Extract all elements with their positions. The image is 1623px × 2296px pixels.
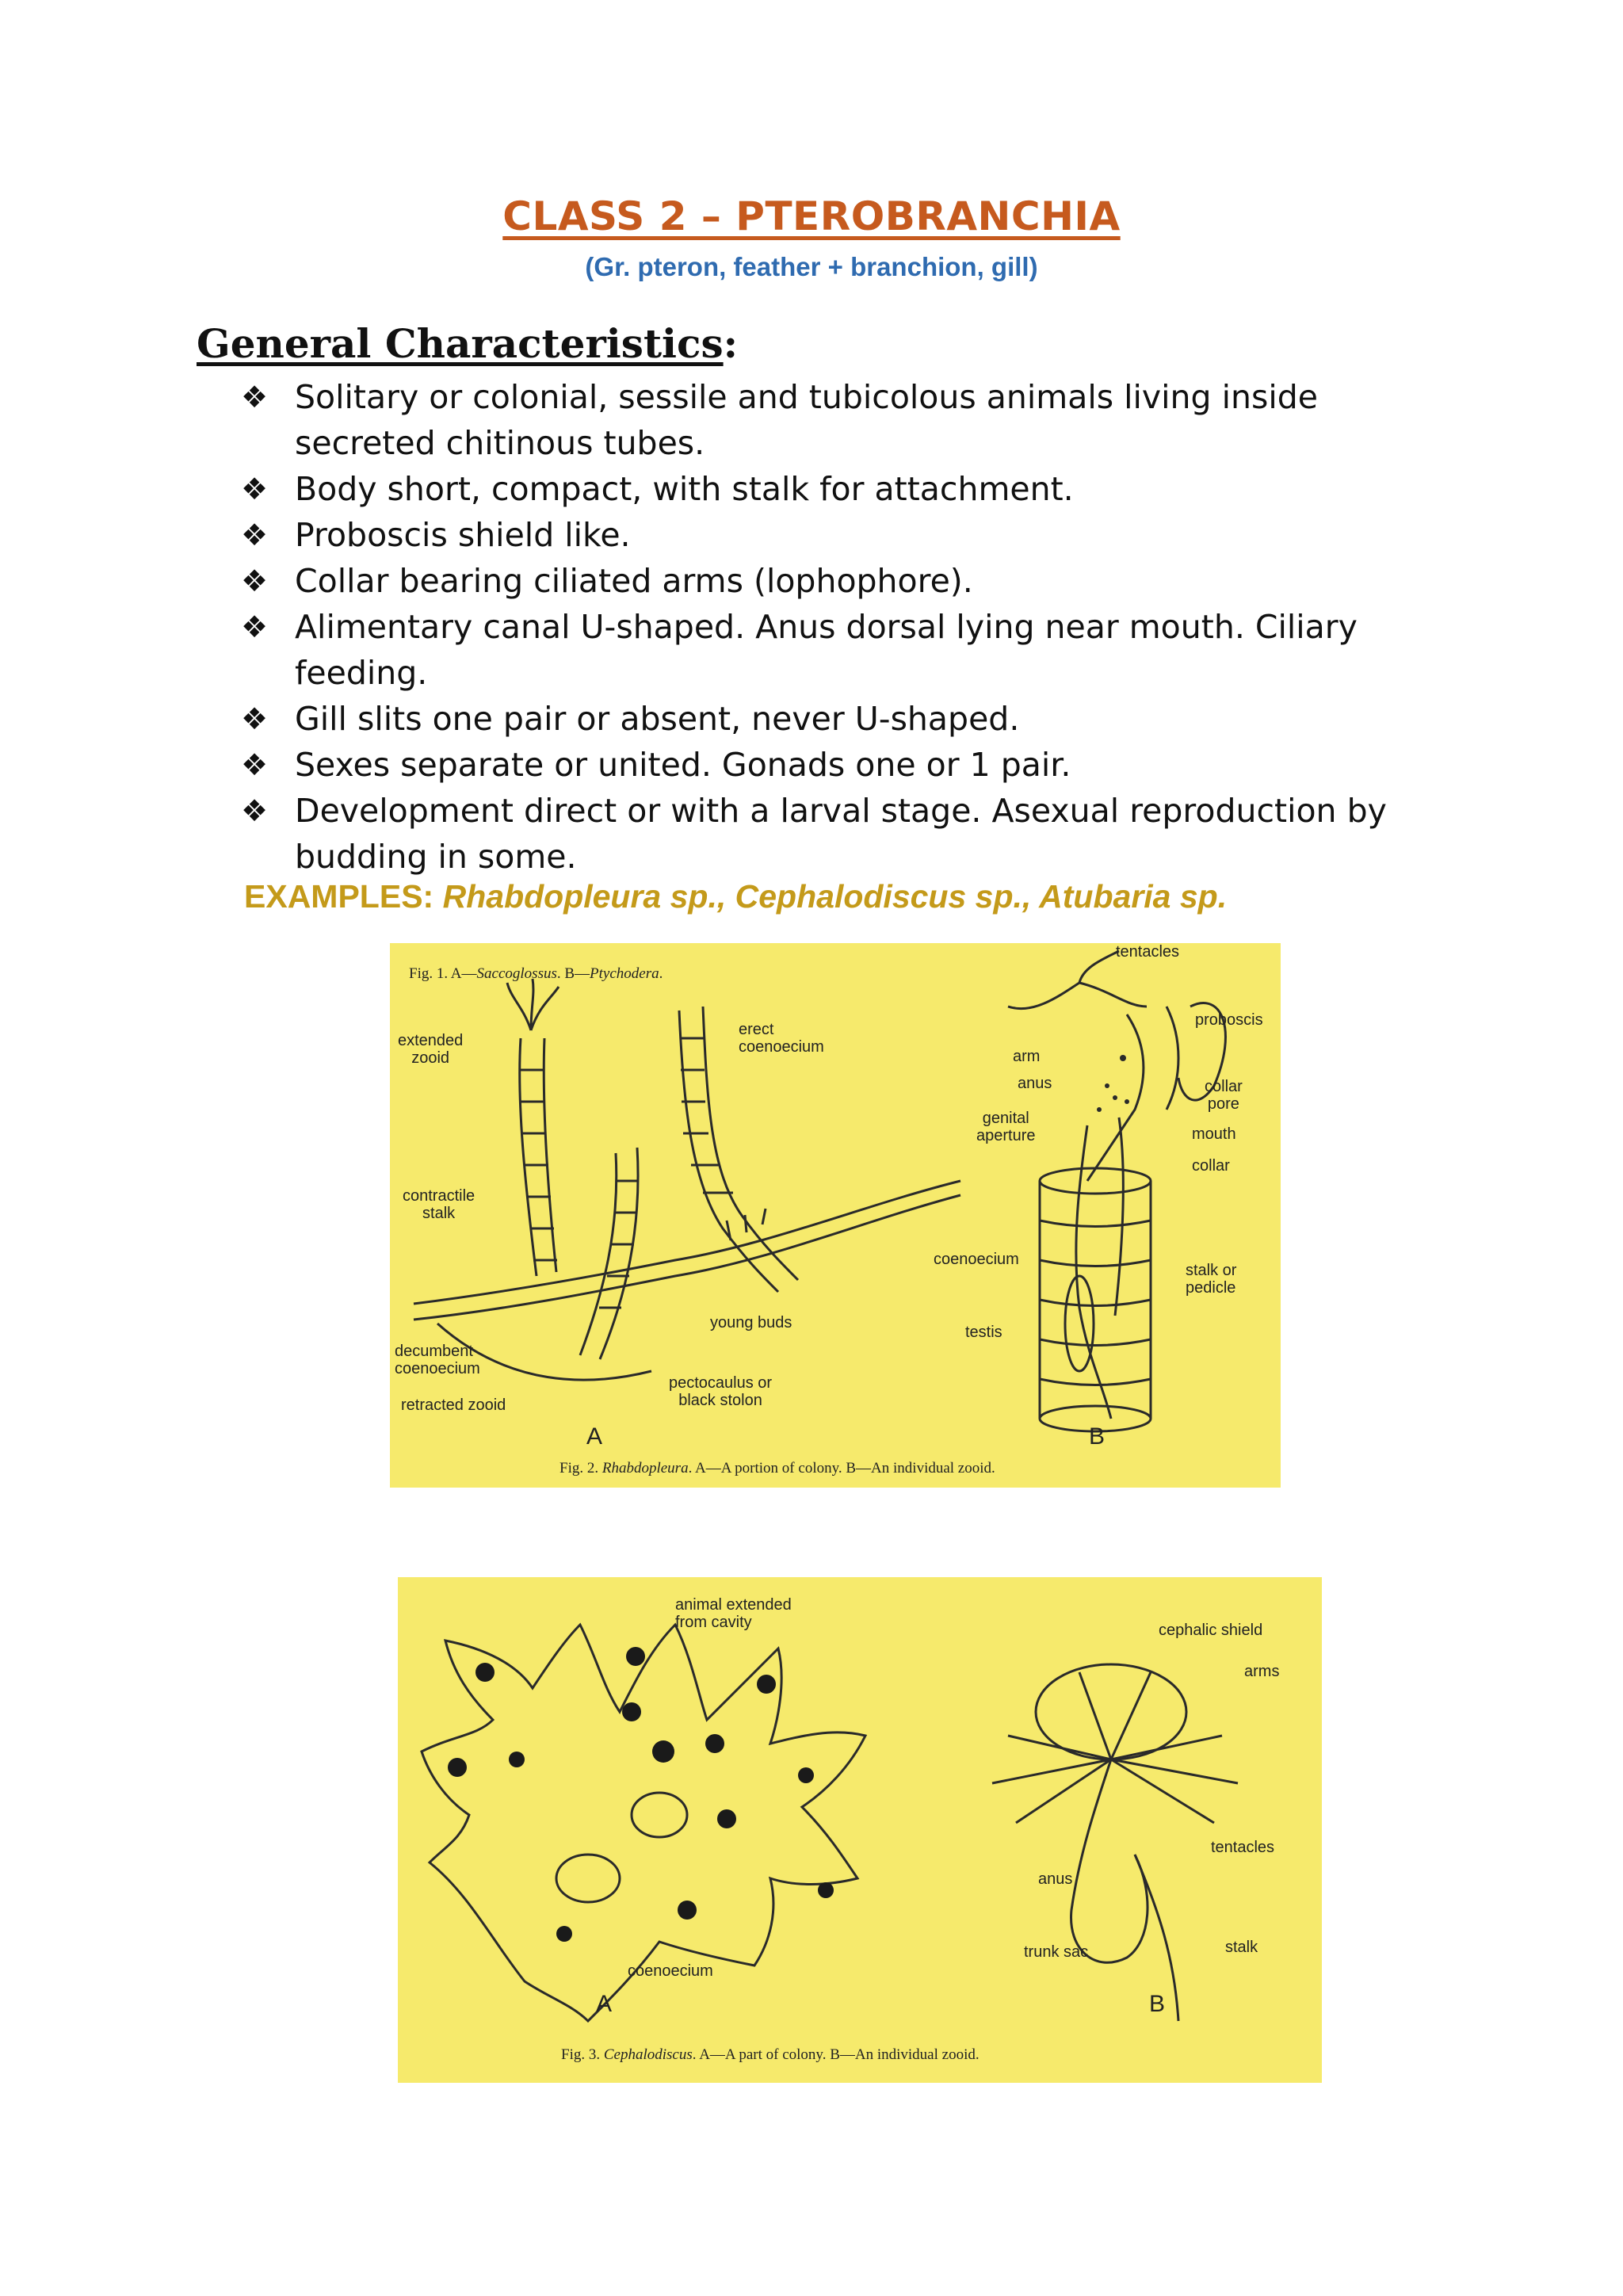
label-trunk-sac: trunk sac: [1024, 1943, 1089, 1961]
label-arms: arms: [1244, 1663, 1280, 1680]
list-item: [241, 512, 1461, 558]
label-extended-zooid: extended zooid: [398, 1032, 464, 1067]
panel-a-label: A: [596, 1991, 613, 2017]
list-item-text: Development direct or with a larval stage. Asexual reproduction by budding in some.: [295, 792, 1387, 876]
panel-b-label: B: [1149, 1991, 1166, 2017]
list-item-text: Body short, compact, with stalk for attachment.: [295, 470, 1074, 508]
heading-text: General Characteristics: [197, 320, 724, 367]
figure2-caption: Fig. 2. Rhabdopleura. A—A portion of colony. B—An individual zooid.: [559, 1460, 995, 1477]
list-item: [241, 374, 1461, 466]
figure1-top-caption: Fig. 1. A—Saccoglossus. B—Ptychodera.: [409, 965, 663, 982]
etymology-subtitle: (Gr. pteron, feather + branchion, gill): [585, 252, 1038, 281]
label-cephalic-shield: cephalic shield: [1159, 1622, 1263, 1639]
label-testis: testis: [965, 1324, 1002, 1341]
diamond-bullet-icon: ❖: [241, 563, 269, 598]
list-item: [241, 742, 1461, 788]
label-erect-coenoecium: erect coenoecium: [739, 1021, 824, 1056]
list-item: [241, 466, 1461, 512]
list-item-text: Collar bearing ciliated arms (lophophore).: [295, 562, 973, 600]
heading-colon: :: [723, 320, 739, 367]
label-mouth: mouth: [1192, 1125, 1236, 1143]
diamond-bullet-icon: ❖: [241, 747, 269, 782]
label-anus: anus: [1038, 1870, 1073, 1888]
diamond-bullet-icon: ❖: [241, 701, 269, 736]
label-young-buds: young buds: [710, 1314, 792, 1331]
figure3-caption: Fig. 3. Cephalodiscus. A—A part of colony. B—An individual zooid.: [561, 2046, 980, 2063]
label-tentacles: tentacles: [1211, 1839, 1275, 1856]
label-coenoecium: coenoecium: [628, 1962, 713, 1980]
label-arm: arm: [1013, 1048, 1041, 1065]
examples-label: EXAMPLES:: [244, 878, 434, 915]
list-item: [241, 558, 1461, 604]
diamond-bullet-icon: ❖: [241, 609, 269, 644]
label-animal-extended: animal extended from cavity: [675, 1596, 792, 1631]
characteristics-list: [241, 374, 1461, 880]
list-item-text: Sexes separate or united. Gonads one or 1 pair.: [295, 746, 1071, 784]
section-heading: [197, 320, 738, 367]
list-item-text: Solitary or colonial, sessile and tubicolous animals living inside secreted chitinous tubes.: [295, 378, 1318, 462]
label-collar: collar: [1192, 1157, 1230, 1175]
examples-species: Rhabdopleura sp., Cephalodiscus sp., Atubaria sp.: [442, 878, 1228, 915]
figure-cephalodiscus: [398, 1577, 1322, 2083]
label-collar-pore: collar pore: [1205, 1078, 1243, 1113]
panel-a-label: A: [586, 1423, 603, 1450]
list-item-text: Gill slits one pair or absent, never U-shaped.: [295, 700, 1020, 738]
label-proboscis: proboscis: [1195, 1011, 1263, 1029]
label-decumbent-coenoecium: decumbent coenoecium: [395, 1343, 480, 1377]
label-genital-aperture: genital aperture: [976, 1110, 1036, 1144]
diamond-bullet-icon: ❖: [241, 472, 269, 506]
cephalodiscus-drawing: [398, 1577, 1322, 2083]
label-stalk-pedicle: stalk or pedicle: [1186, 1262, 1237, 1297]
label-stalk: stalk: [1225, 1939, 1258, 1956]
list-item-text: Alimentary canal U-shaped. Anus dorsal lying near mouth. Ciliary feeding.: [295, 608, 1358, 692]
examples-line: [244, 878, 1227, 915]
rhabdopleura-drawing: [390, 943, 1281, 1488]
label-contractile-stalk: contractile stalk: [403, 1187, 475, 1222]
page-title: CLASS 2 – PTEROBRANCHIA: [502, 193, 1121, 239]
list-item: [241, 696, 1461, 742]
diamond-bullet-icon: ❖: [241, 380, 269, 415]
list-item-text: Proboscis shield like.: [295, 516, 631, 554]
list-item: [241, 788, 1461, 880]
label-coenoecium: coenoecium: [934, 1251, 1019, 1268]
label-retracted-zooid: retracted zooid: [401, 1396, 506, 1414]
label-anus: anus: [1018, 1075, 1052, 1092]
figure-rhabdopleura: [390, 943, 1281, 1488]
diamond-bullet-icon: ❖: [241, 518, 269, 552]
list-item: [241, 604, 1461, 696]
label-tentacles: tentacles: [1116, 943, 1180, 961]
diamond-bullet-icon: ❖: [241, 793, 269, 828]
panel-b-label: B: [1089, 1423, 1106, 1450]
label-pectocaulus: pectocaulus or black stolon: [669, 1374, 773, 1409]
